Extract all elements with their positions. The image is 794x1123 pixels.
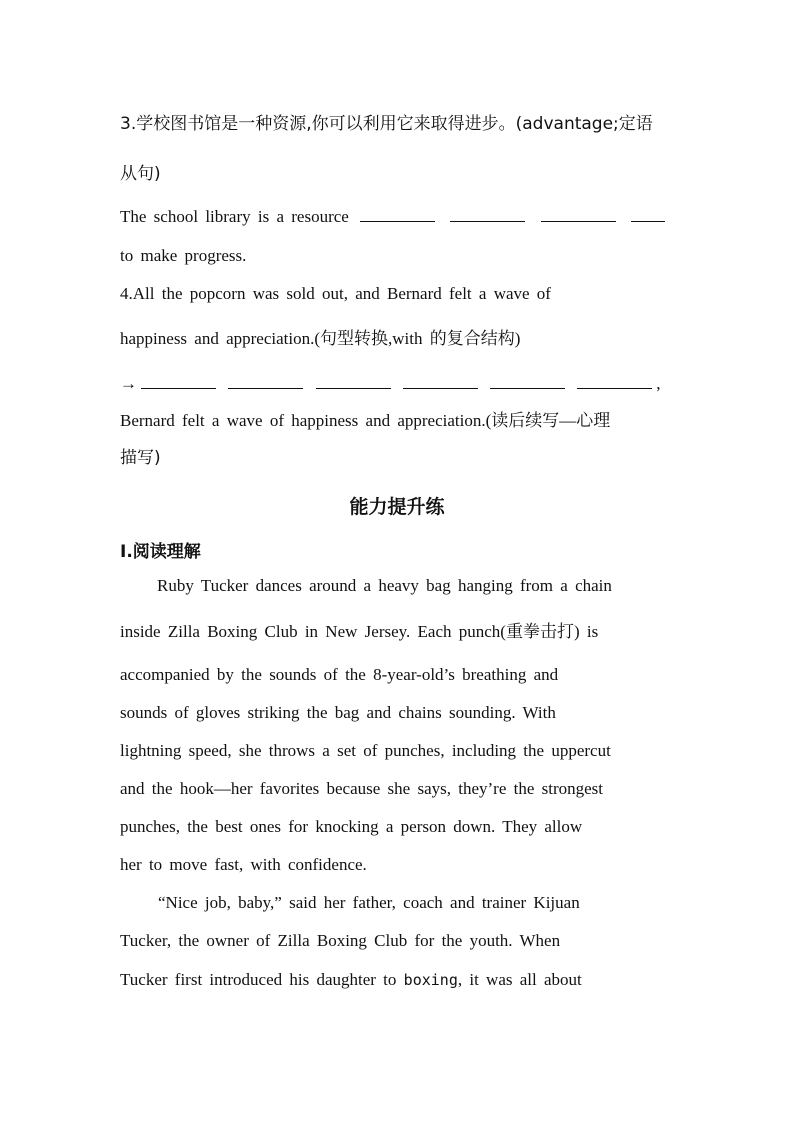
q3-sentence-start: The school library is a resource xyxy=(120,207,349,226)
passage-line: her to move fast, with confidence. xyxy=(120,855,367,874)
arrow-icon: → xyxy=(120,374,137,393)
answer-blank[interactable] xyxy=(228,374,303,389)
answer-blank[interactable] xyxy=(360,207,435,222)
passage-text: Tucker first introduced his daughter to xyxy=(120,970,397,989)
passage-line: and the hook—her favorites because she says, they’re the strongest xyxy=(120,779,604,798)
passage-line: Ruby Tucker dances around a heavy bag hanging from a chain xyxy=(157,576,612,595)
q4-answer-line xyxy=(120,374,661,394)
q4-sentence-line2: 描写) xyxy=(120,448,161,468)
q4-prompt-line2: happiness and appreciation.(句型转换,with 的复合结构) xyxy=(120,329,521,348)
comma: , xyxy=(656,374,661,393)
q3-answer-line xyxy=(120,207,669,227)
passage-line xyxy=(120,970,582,990)
passage-text: , it was all about xyxy=(457,970,582,989)
q3-sentence-end: to make progress. xyxy=(120,246,247,265)
q4-prompt-line1: 4.All the popcorn was sold out, and Bernard felt a wave of xyxy=(120,284,551,303)
answer-blank[interactable] xyxy=(141,374,216,389)
answer-blank[interactable] xyxy=(403,374,478,389)
answer-blank[interactable] xyxy=(577,374,652,389)
answer-blank[interactable] xyxy=(490,374,565,389)
section-title: 能力提升练 xyxy=(349,496,445,518)
passage-line: inside Zilla Boxing Club in New Jersey. Each punch(重拳击打) is xyxy=(120,622,599,641)
passage-line: sounds of gloves striking the bag and chains sounding. With xyxy=(120,703,556,722)
answer-blank[interactable] xyxy=(631,207,665,222)
reading-subhead: Ⅰ.阅读理解 xyxy=(120,542,201,562)
answer-blank[interactable] xyxy=(541,207,616,222)
answer-blank[interactable] xyxy=(316,374,391,389)
passage-word: boxing xyxy=(403,971,458,989)
answer-blank[interactable] xyxy=(450,207,525,222)
passage-line: “Nice job, baby,” said her father, coach and trainer Kijuan xyxy=(158,893,580,912)
passage-line: lightning speed, she throws a set of punches, including the uppercut xyxy=(120,741,611,760)
q3-prompt-line1: 3.学校图书馆是一种资源,你可以利用它来取得进步。(advantage;定语 xyxy=(120,114,653,134)
q3-prompt-line2: 从句) xyxy=(120,164,161,184)
passage-line: Tucker, the owner of Zilla Boxing Club for the youth. When xyxy=(120,931,561,950)
passage-line: accompanied by the sounds of the 8-year-old’s breathing and xyxy=(120,665,559,684)
passage-line: punches, the best ones for knocking a person down. They allow xyxy=(120,817,583,836)
q4-sentence-line: Bernard felt a wave of happiness and appreciation.(读后续写—心理 xyxy=(120,411,611,430)
